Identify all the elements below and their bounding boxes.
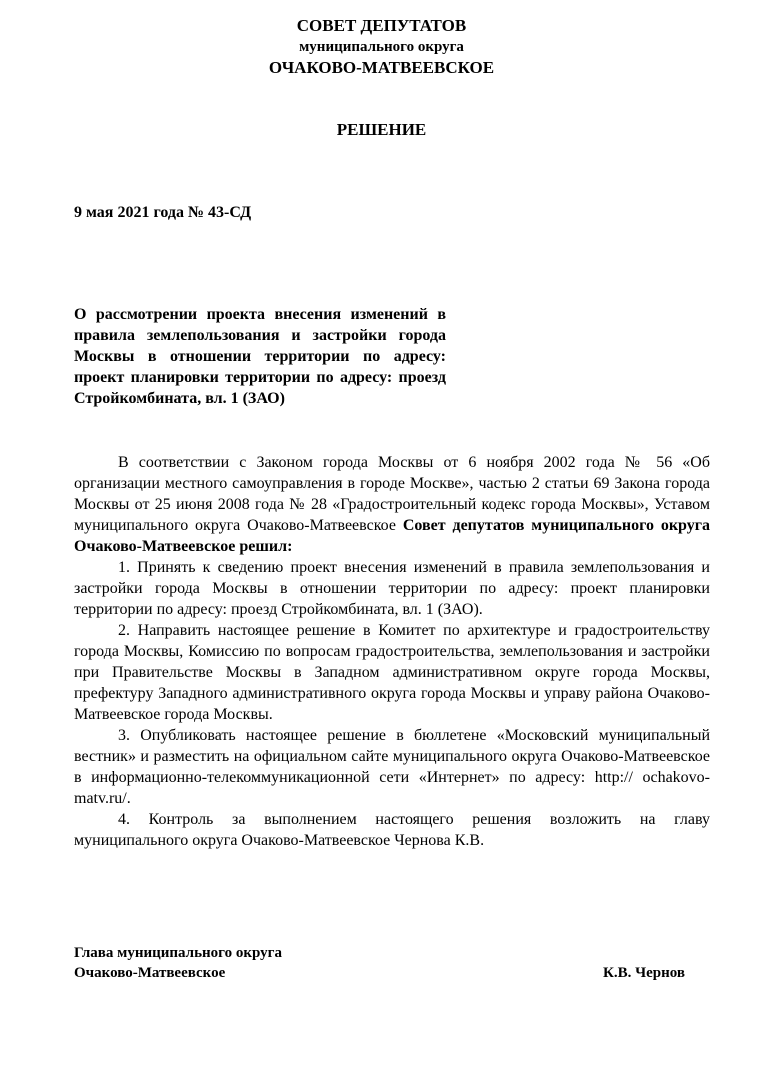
council-title: СОВЕТ ДЕПУТАТОВ [296,16,467,35]
district-name: ОЧАКОВО-МАТВЕЕВСКОЕ [268,58,495,77]
document-body [74,452,710,851]
district-type: муниципального округа [299,39,464,55]
decision-phrase: Совет депутатов муниципального округа Очаково-Матвеевское решил: [74,517,711,555]
signatory-role-line2: Очаково-Матвеевское [74,965,226,981]
preamble-text: В соответствии с Законом города Москвы от 6 ноября 2002 года № 56 «Об организации местного самоуправления в городе Москве», частью 2 статьи 69 Закона города Москвы от 25 июня 2008 года № 28 «Градостроительный кодекс города Москвы», Уставом муниципального округа Очаково-Матвеевское [74,454,710,534]
document-type: РЕШЕНИЕ [336,120,427,139]
signatory-name: К.В. Чернов [603,965,686,981]
signatory-role-line1: Глава муниципального округа [74,945,282,961]
date-number: 9 мая 2021 года № 43-СД [74,204,252,221]
list-item: 3. Опубликовать настоящее решение в бюллетене «Московский муниципальный вестник» и разместить на официальном сайте муниципального округа Очаково-Матвеевское в информационно-телекоммуникационной сети «Интернет» по адресу: http:// ochakovo-matv.ru/. [74,727,710,807]
preamble-paragraph [74,452,710,557]
list-item: 2. Направить настоящее решение в Комитет по архитектуре и градостроительству города Москвы, Комиссию по вопросам градостроительства, землепользования и застройки при Правительстве Москвы в Западном административном округе города Москвы, префектуру Западного административного округа города Москвы и управу района Очаково-Матвеевское города Москвы. [74,622,710,723]
list-item: 1. Принять к сведению проект внесения изменений в правила землепользования и застройки города Москвы в отношении территории по адресу: проект планировки территории по адресу: проезд Стройкомбината, вл. 1 (ЗАО). [74,559,710,618]
list-item: 4. Контроль за выполнением настоящего решения возложить на главу муниципального округа Очаково-Матвеевское Чернова К.В. [74,811,710,849]
subject-heading: О рассмотрении проекта внесения изменений в правила землепользования и застройки города Москвы в отношении территории по адресу: проект планировки территории по адресу: проезд Стройкомбината, вл. 1 (ЗАО) [74,306,446,407]
